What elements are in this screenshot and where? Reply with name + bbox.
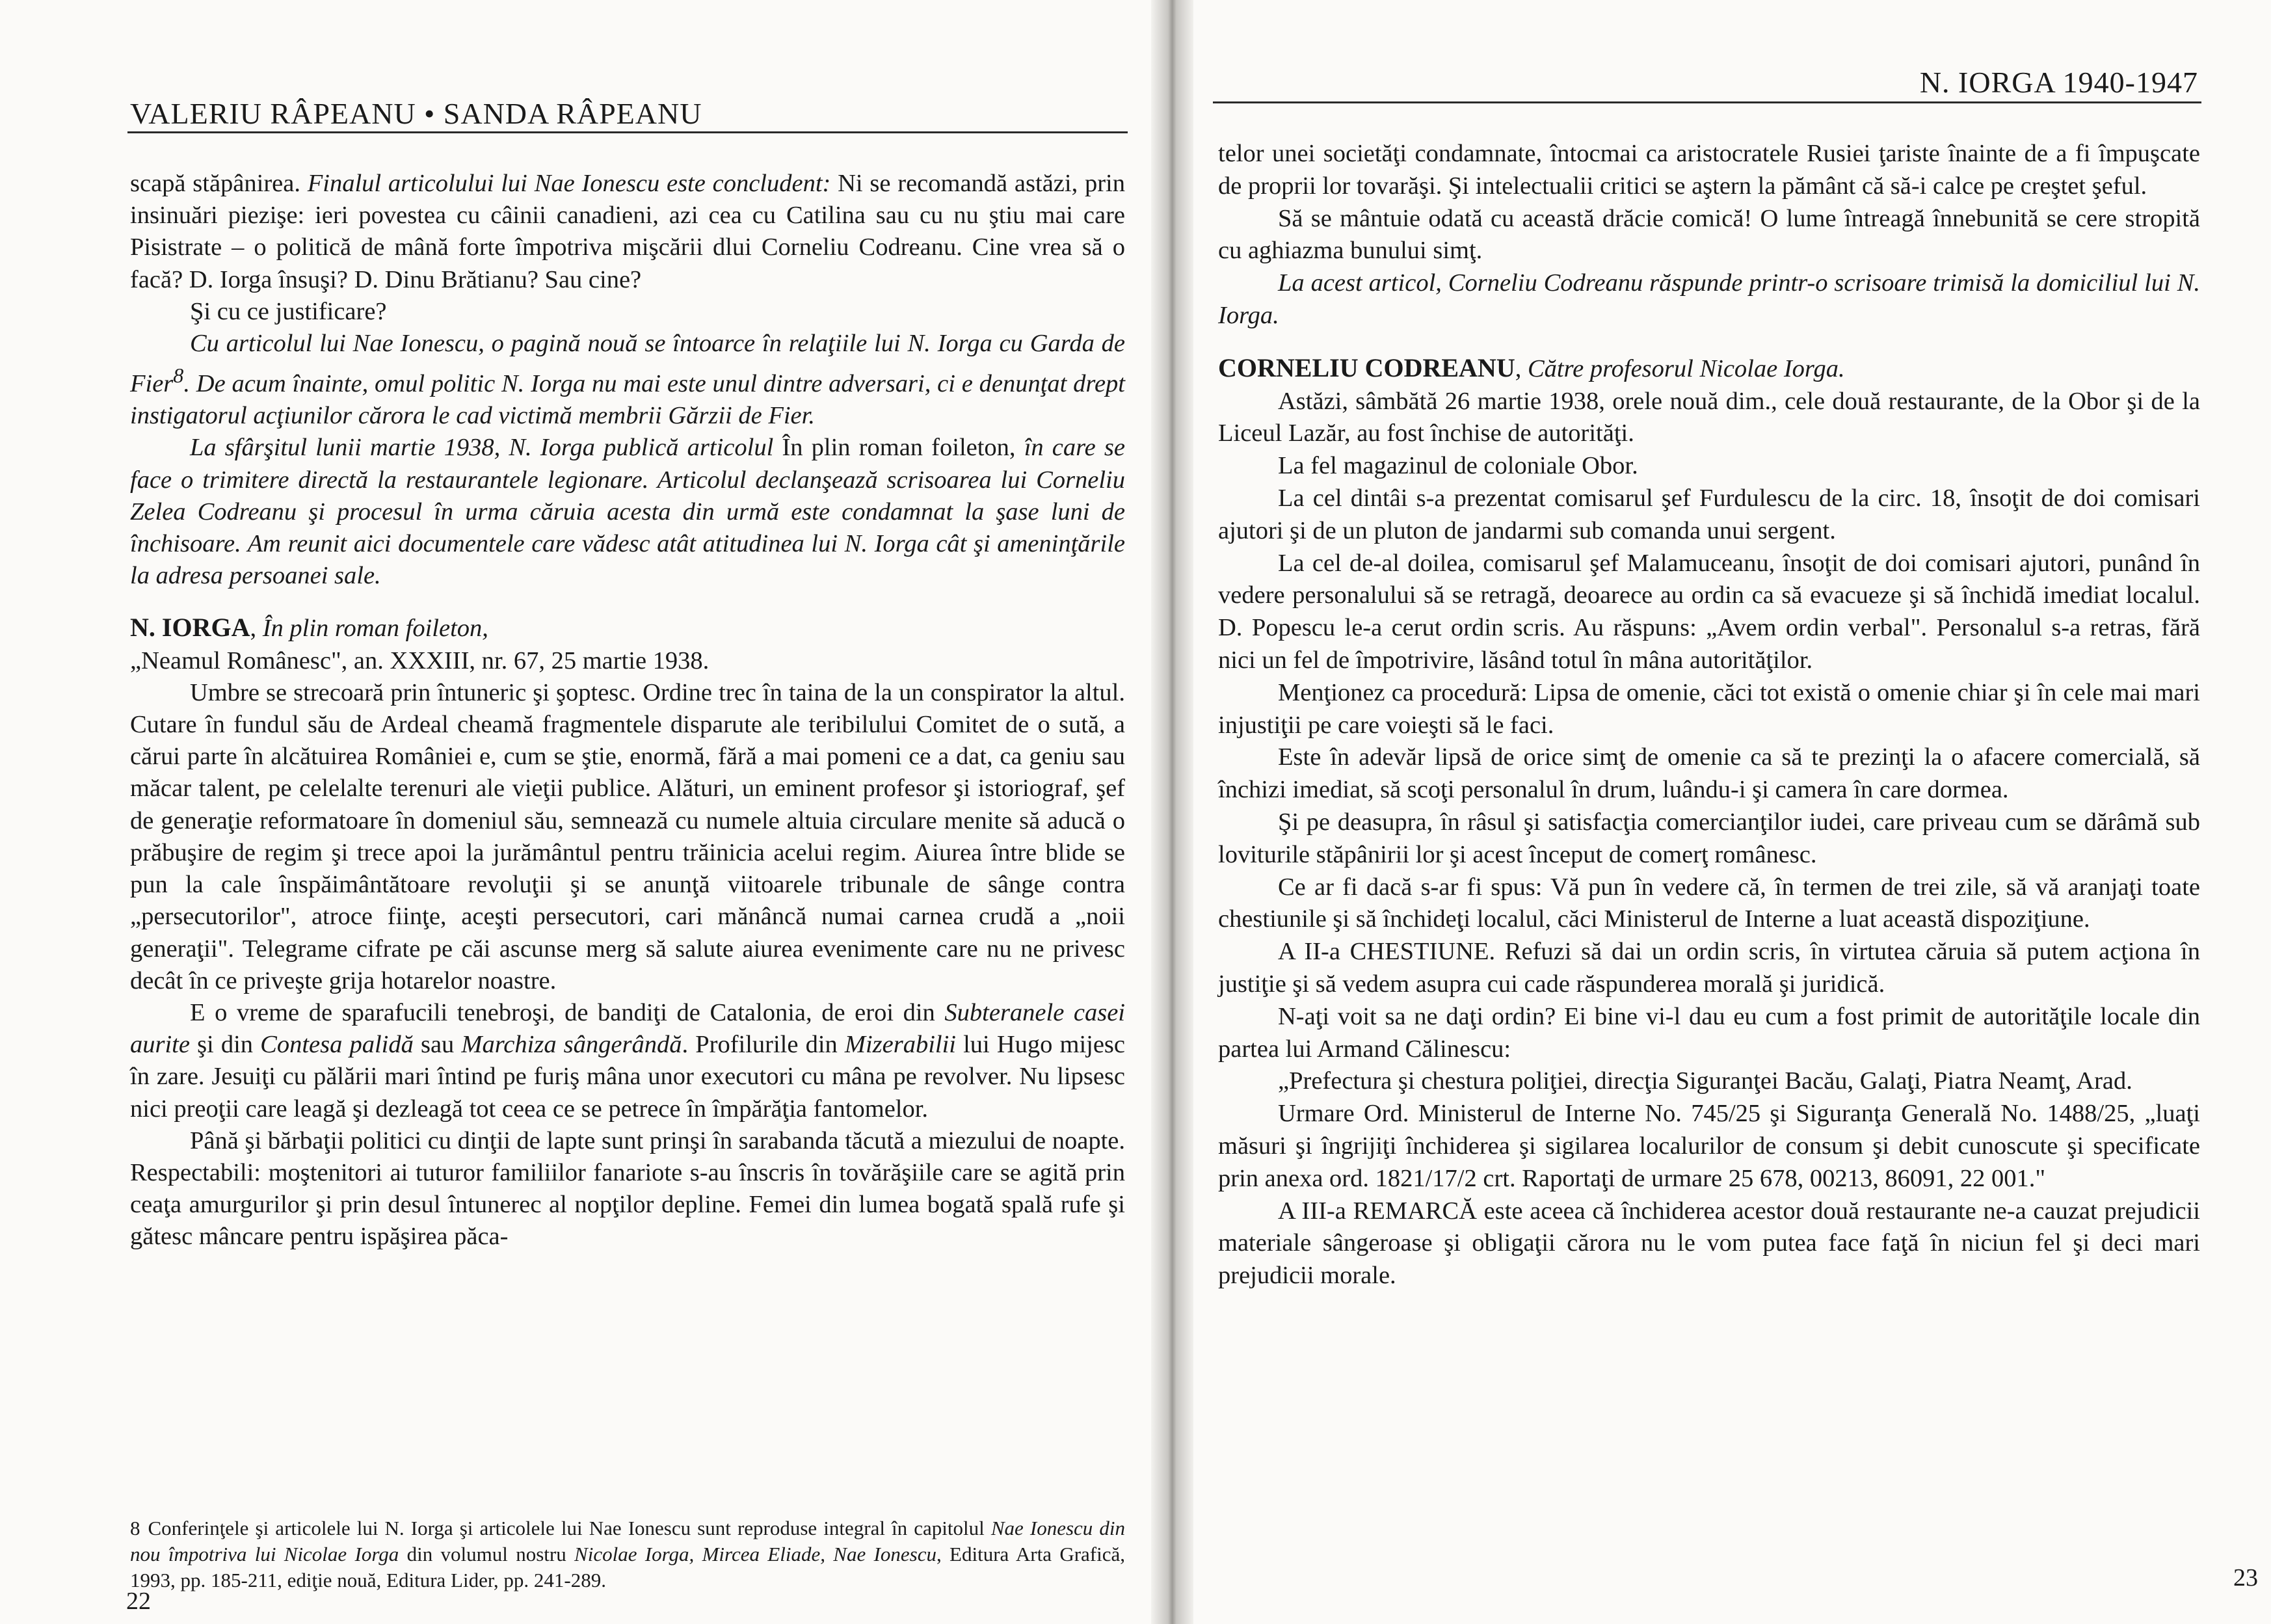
footnote-number: 8 xyxy=(130,1517,140,1539)
paragraph: Până şi bărbaţii politici cu dinţii de lapte sunt prinşi în sarabanda tăcută a miezului de noapte. Respectabili: moştenitori ai tuturor familiilor fanariote s-au înscris în tovărăşiile care se agită prin ceaţa amurgurilor şi prin desul întunerec al nopţilor depline. Femei din lumea bogată spală rufe şi gătesc mâncare pentru ispăşirea păca- xyxy=(130,1126,1125,1251)
page-number-right: 23 xyxy=(2233,1564,2258,1591)
letter-paragraph: Urmare Ord. Ministerul de Interne No. 745/25 şi Siguranţa Generală No. 1488/25, „luaţi măsuri şi îngrijiţi închiderea şi sigilarea localurilor de consum şi debit cunoscute şi specificate prin anexa ord. 1821/17/2 crt. Raportaţi de urmare 25 678, 00213, 86091, 22 001." xyxy=(1218,1100,2200,1192)
text-run-italic: La sfârşitul lunii martie 1938, N. Iorga publică articolul xyxy=(190,434,782,462)
section-spacer xyxy=(130,592,1125,611)
text-run: lui Hugo mijesc în zare. Jesuiţi cu pălării mari întind pe furiş mâna unor executori cu mâna pe revolver. Nu lipsesc nici preoţii care leagă şi dezleagă tot ceea ce se petrece în împărăţia fantomelor. xyxy=(130,1031,1125,1123)
text-run-italic: Nae Ionescu din nou împotriva lui Nicolae Iorga xyxy=(130,1517,1125,1565)
editorial-paragraph: La acest articol, Corneliu Codreanu răspunde printr-o scrisoare trimisă la domiciliul lui N. Iorga. xyxy=(1218,269,2200,329)
paragraph xyxy=(130,997,1125,1125)
document-author: CORNELIU CODREANU xyxy=(1218,353,1515,382)
text-run: În plin roman foileton, xyxy=(782,434,1016,462)
document-title: Către profesorul Nicolae Iorga. xyxy=(1527,354,1845,382)
header-rule-right xyxy=(1213,101,2201,103)
text-run: Conferinţele şi articolele lui N. Iorga şi articolele lui Nae Ionescu sunt reproduse integral în capitolul xyxy=(148,1517,991,1539)
letter-paragraph: Astăzi, sâmbătă 26 martie 1938, orele nouă dim., cele două restaurante, de la Obor şi de la Liceul Lazăr, au fost închise de autorităţi. xyxy=(1218,387,2200,447)
letter-paragraph: Este în adevăr lipsă de orice simţ de omenie ca să te prezinţi la o afacere comercială, să închizi imediat, să scoţi personalul în drum, luându-i şi camera în care dormea. xyxy=(1218,743,2200,804)
footnote-ref: 8 xyxy=(173,364,184,388)
text-run-italic: Mizerabilii xyxy=(844,1031,956,1059)
letter-paragraph: La fel magazinul de coloniale Obor. xyxy=(1278,452,1638,480)
letter-paragraph: N-aţi voit sa ne daţi ordin? Ei bine vi-l dau eu cum a fost primit de autorităţile locale din partea lui Armand Călinescu: xyxy=(1218,1002,2200,1063)
text-run: E o vreme de sparafucili tenebroşi, de bandiţi de Catalonia, de eroi din xyxy=(190,998,945,1026)
text-run: din volumul nostru xyxy=(399,1543,575,1565)
text-run: , Editura Arta Grafică, 1993, pp. 185-211, ediţie nouă, Editura Lider, pp. 241-289. xyxy=(130,1543,1125,1591)
text-run-italic: Subteranele casei aurite xyxy=(130,998,1125,1059)
paragraph: Umbre se strecoară prin întuneric şi şoptesc. Ordine trec în taina de la un conspirator la altul. Cutare în fundul său de Ardeal cheamă fragmentele disparute ale teribilului Comitet de o sută, a cărui parte în alcătuirea României e, cum se ştie, enormă, fără a mai pomeni ce a dat, ca geniu sau măcar talent, pe celelalte terenuri ale vieţii publice. Alături, un eminent profesor şi istoriograf, şef de generaţie reformatoare în domeniul său, semnează cu numele altuia circulare menite să aducă o prăbuşire de regim şi trece apoi la jurământul pentru trăinicia acelui regim. Aiurea între blide se pun la cale înspăimântătoare revoluţii şi se anunţă viitoarele tribunale de sânge contra „persecutorilor", atroce fiinţe, aceşti persecutori, cari mănâncă numai carnea crudă a „noii generaţii". Telegrame cifrate pe căi ascunse merg să salute aiurea evenimente care nu ne privesc decât în ce priveşte grija hotarelor noastre. xyxy=(130,678,1125,994)
book-gutter xyxy=(1151,0,1193,1624)
text-run: şi din xyxy=(189,1031,261,1059)
document-source: „Neamul Românesc", an. XXXIII, nr. 67, 25 martie 1938. xyxy=(130,646,710,674)
text-run-italic: în care se face o trimitere directă la restaurantele legionare. Articolul declanşează scrisoarea lui Corneliu Zelea Codreanu şi procesul în urma căruia acesta din urmă este condamnat la şase luni de închisoare. Am reunit aici documentele care vădesc atât atitudinea lui N. Iorga cât şi ameninţările la adresa persoanei sale. xyxy=(130,434,1125,590)
editorial-paragraph xyxy=(130,328,1125,432)
left-body-text xyxy=(130,168,1125,1253)
letter-paragraph: Şi pe deasupra, în râsul şi satisfacţia comercianţilor iudei, care priveau cum se dărâmă sub loviturile stăpânirii lor şi acest început de comerţ românesc. xyxy=(1218,808,2200,868)
header-rule-left xyxy=(127,131,1128,133)
right-page xyxy=(1193,0,2271,1624)
text-run: Ni se recomandă astăzi, prin insinuări piezişe: ieri povestea cu câinii canadieni, azi cea cu Catilina sau cu nu ştiu mai care Pisistrate – o politică de mână forte împotriva mişcării dlui Corneliu Codreanu. Cine vrea să o facă? D. Iorga însuşi? D. Dinu Brătianu? Sau cine? xyxy=(130,170,1125,293)
running-head-left: VALERIU RÂPEANU • SANDA RÂPEANU xyxy=(130,97,702,130)
text-run-italic: Nicolae Iorga, Mircea Eliade, Nae Ionescu xyxy=(574,1543,936,1565)
text-run: . De acum înainte, omul politic N. Iorga nu mai este unul dintre adversari, ci e denunţat drept instigatorul acţiunilor cărora le cad victimă membrii Gărzii de Fier. xyxy=(130,370,1125,430)
letter-paragraph: A II-a CHESTIUNE. Refuzi să dai un ordin scris, în virtutea căruia să putem acţiona în justiţie şi să vedem asupra cui cade răspunderea morală şi juridică. xyxy=(1218,938,2200,998)
running-head-right: N. IORGA 1940-1947 xyxy=(1919,66,2198,99)
editorial-paragraph xyxy=(130,432,1125,592)
page-number-left: 22 xyxy=(126,1588,151,1615)
footnote xyxy=(130,1515,1125,1593)
paragraph xyxy=(130,168,1125,296)
letter-paragraph: La cel dintâi s-a prezentat comisarul şef Furdulescu de la circ. 18, însoţit de doi comisari ajutori şi de un pluton de jandarmi sub comanda unui sergent. xyxy=(1218,484,2200,544)
document-heading: CORNELIU CODREANU, Către profesorul Nicolae Iorga. xyxy=(1218,353,1845,382)
paragraph: Să se mântuie odată cu această drăcie comică! O lume întreagă înnebunită se cere stropită cu aghiazma bunului simţ. xyxy=(1218,204,2200,265)
text-run: Cu articolul lui Nae Ionescu, o pagină nouă se întoarce în relaţiile lui N. Iorga cu Garda de Fier xyxy=(130,330,1125,398)
letter-paragraph: La cel de-al doilea, comisarul şef Malamuceanu, însoţit de doi comisari ajutori, punând în vedere personalului să se retragă, deoarece au ordin ca să evacueze şi să închidă imediat localul. D. Popescu le-a cerut ordin scris. Au răspuns: „Avem ordin verbal". Personalul s-a retras, fără nici un fel de împotrivire, lăsând totul în mâna autorităţilor. xyxy=(1218,549,2200,674)
letter-paragraph: Ce ar fi dacă s-ar fi spus: Vă pun în vedere că, în termen de trei zile, să vă aranjaţi toate chestiunile şi să închideţi localul, căci Ministerul de Interne a luat această dispoziţiune. xyxy=(1218,873,2200,933)
paragraph: Şi cu ce justificare? xyxy=(190,297,387,325)
letter-paragraph: Menţionez ca procedură: Lipsa de omenie, căci tot există o omenie chiar şi în cele mai mari injustiţii pe care voieşti să le faci. xyxy=(1218,678,2200,739)
text-run: sau xyxy=(413,1031,462,1059)
right-body-text xyxy=(1218,138,2200,1292)
letter-paragraph: A III-a REMARCĂ este aceea că închiderea acestor două restaurante ne-a cauzat prejudicii materiale sângeroase şi obligaţii cărora nu le vom putea face faţă în niciun fel şi deci mari prejudicii morale. xyxy=(1218,1197,2200,1290)
document-heading: N. IORGA, În plin roman foileton, xyxy=(130,613,488,643)
text-run-italic: Contesa palidă xyxy=(260,1031,414,1059)
text-run-italic: Finalul articolului lui Nae Ionescu este concludent: xyxy=(307,170,831,197)
paragraph: telor unei societăţi condamnate, întocmai ca aristocratele Rusiei ţariste înainte de a fi împuşcate de proprii lor tovarăşi. Şi intelectualii critici se aştern la pământ că să-i calce pe creştet şeful. xyxy=(1218,140,2200,200)
letter-body xyxy=(1218,386,2200,1292)
document-title: În plin roman foileton, xyxy=(262,615,488,643)
letter-paragraph: „Prefectura şi chestura poliţiei, direcţia Siguranţei Bacău, Galaţi, Piatra Neamţ, Arad. xyxy=(1278,1067,2132,1095)
text-run: scapă stăpânirea. xyxy=(130,170,308,197)
text-run-italic: Marchiza sângerândă xyxy=(461,1031,682,1059)
document-author: N. IORGA xyxy=(130,613,250,643)
section-spacer xyxy=(1218,332,2200,352)
text-run: . Profilurile din xyxy=(682,1031,845,1059)
